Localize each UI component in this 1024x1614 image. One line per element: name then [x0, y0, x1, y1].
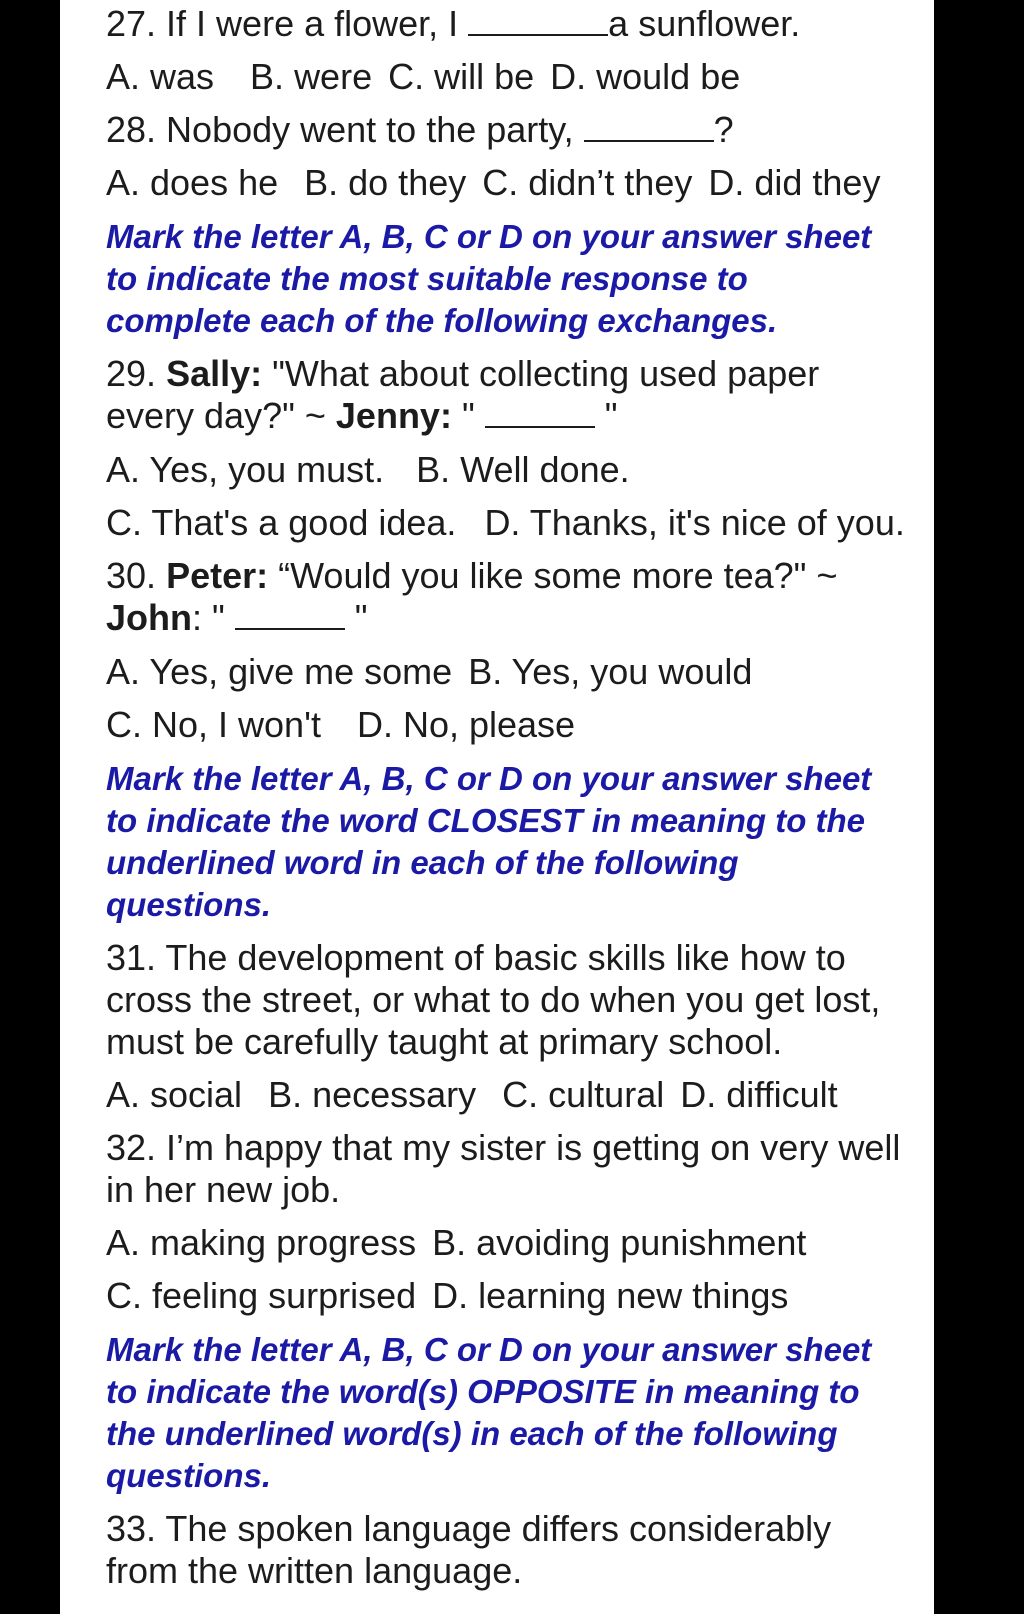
q29-speaker-1: Sally:: [166, 353, 263, 394]
instruction-closest-line-1: Mark the letter A, B, C or D on your answer sheet: [106, 760, 872, 797]
q30-blank: [235, 600, 345, 630]
q30-stem-line-1: [106, 555, 837, 597]
q30-option-a: A. Yes, give me some: [106, 651, 453, 692]
q29-option-a: A. Yes, you must.: [106, 449, 385, 490]
q29-quote-open: ": [451, 395, 485, 436]
instruction-exchanges-line-1: Mark the letter A, B, C or D on your answer sheet: [106, 218, 872, 255]
q31-options: [106, 1074, 838, 1116]
q29-line-2-start: every day?" ~: [106, 395, 336, 436]
q27-option-b: B. were: [250, 56, 373, 97]
q27-blank: [468, 6, 608, 36]
q28-option-a: A. does he: [106, 162, 279, 203]
q29-options-row-2: [106, 502, 905, 544]
q27-option-d: D. would be: [550, 56, 741, 97]
q27-options: [106, 56, 740, 98]
q30-options-row-2: [106, 704, 575, 746]
q32-option-c: C. feeling surprised: [106, 1275, 417, 1316]
q28-stem-end: ?: [713, 109, 734, 150]
q32-stem-line-2: in her new job.: [106, 1169, 341, 1210]
q30-stem-line-2: [106, 597, 368, 639]
q27-option-c: C. will be: [388, 56, 535, 97]
q29-option-d: D. Thanks, it's nice of you.: [484, 502, 905, 543]
instruction-opposite-line-4: questions.: [106, 1457, 272, 1494]
q31-option-d: D. difficult: [680, 1074, 838, 1115]
document-page: [60, 0, 934, 1614]
q29-stem-line-2: [106, 395, 618, 437]
q28-option-d: D. did they: [708, 162, 881, 203]
q30-quote-close: ": [344, 597, 368, 638]
q30-speaker-2: John: [106, 597, 192, 638]
q27-stem-end: a sunflower.: [608, 3, 801, 44]
q32-option-b: B. avoiding punishment: [432, 1222, 807, 1263]
q28-stem: [106, 109, 734, 151]
q28-option-c: C. didn’t they: [482, 162, 693, 203]
q30-line-2-rest: : ": [192, 597, 235, 638]
instruction-opposite-line-3: the underlined word(s) in each of the following: [106, 1415, 838, 1452]
q28-options: [106, 162, 880, 204]
q32-options-row-2: [106, 1275, 788, 1317]
q29-option-c: C. That's a good idea.: [106, 502, 457, 543]
q30-line-1-rest: “Would you like some more tea?" ~: [268, 555, 838, 596]
q29-speaker-2: Jenny:: [335, 395, 452, 436]
q27-option-a: A. was: [106, 56, 215, 97]
q31-stem-line-2: cross the street, or what to do when you get lost,: [106, 979, 881, 1020]
q29-stem-line-1: [106, 353, 819, 395]
q32-option-a: A. making progress: [106, 1222, 417, 1263]
q29-options-row-1: [106, 449, 630, 491]
q30-options-row-1: [106, 651, 752, 693]
instruction-opposite-line-1: Mark the letter A, B, C or D on your answer sheet: [106, 1331, 872, 1368]
q30-option-d: D. No, please: [356, 704, 576, 745]
instruction-closest-line-4: questions.: [106, 886, 272, 923]
q30-option-b: B. Yes, you would: [468, 651, 753, 692]
instruction-closest-line-3: underlined word in each of the following: [106, 844, 739, 881]
q32-option-d: D. learning new things: [432, 1275, 789, 1316]
q33-stem-line-1: 33. The spoken language differs considerably: [106, 1508, 832, 1549]
instruction-exchanges-line-3: complete each of the following exchanges.: [106, 302, 778, 339]
q31-option-c: C. cultural: [502, 1074, 665, 1115]
q30-number: 30.: [106, 555, 157, 596]
q31-stem-line-3: must be carefully taught at primary school.: [106, 1021, 783, 1062]
q31-stem-line-1: 31. The development of basic skills like how to: [106, 937, 846, 978]
instruction-opposite-line-2: to indicate the word(s) OPPOSITE in meaning to: [106, 1373, 860, 1410]
q27-stem: [106, 3, 800, 45]
q29-quote-close: ": [594, 395, 618, 436]
q30-speaker-1: Peter:: [166, 555, 269, 596]
q29-option-b: B. Well done.: [416, 449, 630, 490]
q28-option-b: B. do they: [304, 162, 467, 203]
q28-stem-start: 28. Nobody went to the party,: [106, 109, 584, 150]
q31-option-b: B. necessary: [268, 1074, 477, 1115]
q29-blank: [485, 398, 595, 428]
q31-option-a: A. social: [106, 1074, 243, 1115]
q27-stem-start: 27. If I were a flower, I: [106, 3, 469, 44]
q30-option-c: C. No, I won't: [106, 704, 321, 745]
instruction-closest-line-2: to indicate the word CLOSEST in meaning to the: [106, 802, 866, 839]
q32-stem-line-1: 32. I’m happy that my sister is getting on very well: [106, 1127, 901, 1168]
q29-number: 29.: [106, 353, 157, 394]
q28-blank: [584, 112, 714, 142]
q32-options-row-1: [106, 1222, 806, 1264]
q29-line-1-rest: "What about collecting used paper: [262, 353, 820, 394]
instruction-exchanges-line-2: to indicate the most suitable response to: [106, 260, 748, 297]
q33-stem-line-2: from the written language.: [106, 1550, 523, 1591]
